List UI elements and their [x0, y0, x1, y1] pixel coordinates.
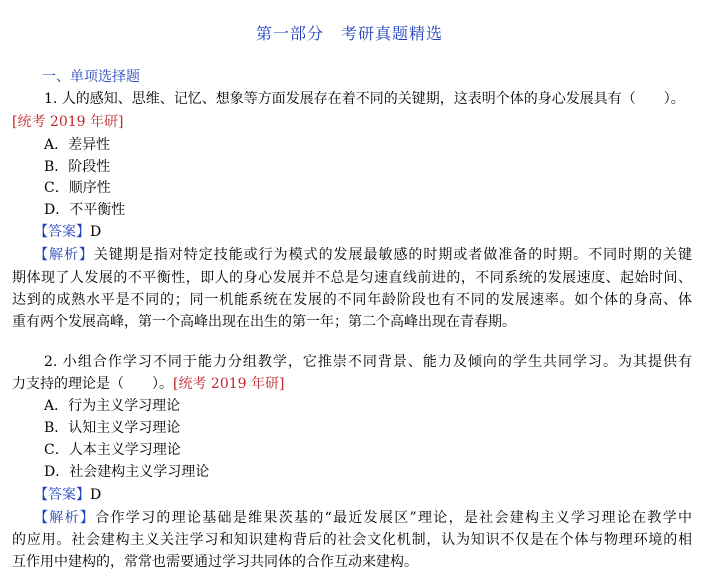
- question-1-option-c: C．顺序性: [44, 180, 111, 196]
- question-2-analysis-line-1: [34, 508, 692, 528]
- analysis-label: 【解析】: [34, 510, 96, 526]
- question-2-option-b: B．认知主义学习理论: [44, 420, 181, 436]
- question-1-option-b: B．阶段性: [44, 159, 111, 175]
- question-2-stem-text: 力支持的理论是（ ）。: [12, 376, 173, 392]
- page-title: 第一部分 考研真题精选: [256, 24, 444, 43]
- question-1-analysis-line-4: 重有两个发展高峰，第一个高峰出现在出生的第一年；第二个高峰出现在青春期。: [12, 314, 516, 330]
- question-2-answer: [34, 485, 101, 505]
- answer-label: 【答案】: [34, 224, 90, 240]
- question-2-analysis-line-2: 的应用。社会建构主义关注学习和知识建构背后的社会文化机制，认为知识不仅是在个体与物理环境的相: [12, 532, 692, 548]
- section-heading: 一、单项选择题: [42, 69, 140, 85]
- question-1-answer: [34, 222, 101, 242]
- question-2-source: [统考 2019 年研]: [173, 376, 285, 392]
- question-2-option-a: A．行为主义学习理论: [44, 398, 181, 414]
- answer-label: 【答案】: [34, 487, 90, 503]
- question-1-option-a: A．差异性: [44, 137, 111, 153]
- analysis-label: 【解析】: [34, 247, 94, 263]
- question-1-source: [统考 2019 年研]: [12, 114, 124, 130]
- question-1-analysis-line-1: [34, 245, 692, 265]
- answer-value: D: [90, 224, 102, 240]
- question-2-option-d: D．社会建构主义学习理论: [44, 464, 210, 480]
- question-2-option-c: C．人本主义学习理论: [44, 442, 181, 458]
- question-2-analysis-line-3: 互作用中建构的，常常也需要通过学习共同体的合作互动来建构。: [12, 554, 418, 570]
- question-1-option-d: D．不平衡性: [44, 202, 126, 218]
- question-1-stem: 1. 人的感知、思维、记忆、想象等方面发展存在着不同的关键期，这表明个体的身心发展具有（ ）。: [44, 91, 685, 107]
- analysis-text: 关键期是指对特定技能或行为模式的发展最敏感的时期或者做准备的时期。不同时期的关键: [93, 247, 693, 263]
- question-2-stem-line-2: [12, 374, 284, 394]
- answer-value: D: [90, 487, 102, 503]
- question-1-analysis-line-3: 达到的成熟水平是不同的；同一机能系统在发展的不同年龄阶段也有不同的发展速率。如个体的身高、体: [12, 292, 692, 308]
- question-2-stem-line-1: 2. 小组合作学习不同于能力分组教学，它推崇不同背景、能力及倾向的学生共同学习。为其提供有: [44, 354, 692, 370]
- question-1-analysis-line-2: 期体现了人发展的不平衡性，即人的身心发展并不总是匀速直线前进的，不同系统的发展速度、起始时间、: [12, 270, 692, 286]
- analysis-text: 合作学习的理论基础是维果茨基的“最近发展区”理论，是社会建构主义学习理论在教学中: [95, 510, 693, 526]
